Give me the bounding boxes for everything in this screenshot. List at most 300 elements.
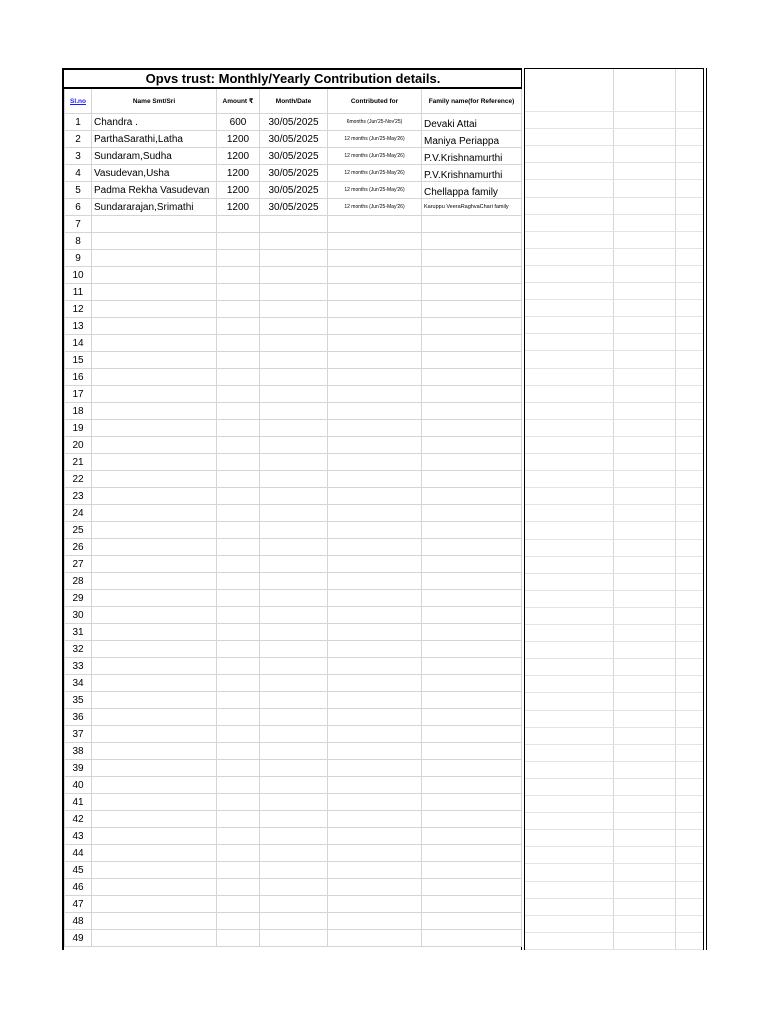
- table-row: [65, 896, 522, 913]
- empty-cell[interactable]: [217, 216, 260, 233]
- empty-cell[interactable]: [260, 216, 328, 233]
- empty-cell[interactable]: [92, 777, 217, 794]
- empty-cell[interactable]: [260, 386, 328, 403]
- empty-cell[interactable]: [422, 233, 522, 250]
- row-number[interactable]: 37: [65, 726, 92, 743]
- empty-cell[interactable]: [92, 250, 217, 267]
- empty-cell[interactable]: [217, 318, 260, 335]
- empty-cell[interactable]: [92, 862, 217, 879]
- table-row: [65, 811, 522, 828]
- row-number[interactable]: 1: [65, 114, 92, 131]
- empty-cell[interactable]: [422, 590, 522, 607]
- row-number[interactable]: 11: [65, 284, 92, 301]
- empty-cell[interactable]: [217, 743, 260, 760]
- row-number[interactable]: 38: [65, 743, 92, 760]
- empty-cell[interactable]: [260, 471, 328, 488]
- empty-cell[interactable]: [92, 471, 217, 488]
- empty-cell[interactable]: [422, 454, 522, 471]
- row-number[interactable]: 9: [65, 250, 92, 267]
- empty-cell[interactable]: [422, 267, 522, 284]
- empty-cell[interactable]: [328, 352, 422, 369]
- empty-cell[interactable]: [328, 811, 422, 828]
- empty-cell[interactable]: [217, 488, 260, 505]
- header-sl-no[interactable]: Sl.no: [65, 88, 92, 114]
- empty-cell[interactable]: [328, 573, 422, 590]
- empty-cell[interactable]: [260, 811, 328, 828]
- row-number[interactable]: 3: [65, 148, 92, 165]
- empty-cell[interactable]: [422, 845, 522, 862]
- contributor-name[interactable]: Chandra .: [92, 114, 217, 131]
- row-number[interactable]: 40: [65, 777, 92, 794]
- amount[interactable]: 1200: [217, 199, 260, 216]
- empty-cell[interactable]: [260, 862, 328, 879]
- empty-cell[interactable]: [328, 607, 422, 624]
- empty-cell[interactable]: [422, 913, 522, 930]
- row-number[interactable]: 19: [65, 420, 92, 437]
- empty-cell[interactable]: [217, 760, 260, 777]
- empty-cell[interactable]: [422, 301, 522, 318]
- empty-cell[interactable]: [260, 403, 328, 420]
- empty-cell[interactable]: [422, 930, 522, 947]
- empty-cell[interactable]: [217, 471, 260, 488]
- month-date[interactable]: 30/05/2025: [260, 148, 328, 165]
- empty-cell[interactable]: [92, 386, 217, 403]
- empty-cell[interactable]: [422, 556, 522, 573]
- empty-cell[interactable]: [422, 709, 522, 726]
- empty-cell[interactable]: [422, 862, 522, 879]
- empty-cell[interactable]: [217, 267, 260, 284]
- empty-cell[interactable]: [328, 437, 422, 454]
- row-number[interactable]: 41: [65, 794, 92, 811]
- empty-cell[interactable]: [328, 539, 422, 556]
- empty-cell[interactable]: [422, 216, 522, 233]
- empty-cell[interactable]: [328, 386, 422, 403]
- amount[interactable]: 1200: [217, 148, 260, 165]
- contributed-for[interactable]: 12 months (Jun'25-May'26): [328, 148, 422, 165]
- row-number[interactable]: 48: [65, 913, 92, 930]
- empty-cell[interactable]: [217, 726, 260, 743]
- family-name[interactable]: Devaki Attai: [422, 114, 522, 131]
- empty-cell[interactable]: [422, 811, 522, 828]
- row-number[interactable]: 13: [65, 318, 92, 335]
- empty-cell[interactable]: [422, 896, 522, 913]
- empty-cell[interactable]: [328, 760, 422, 777]
- empty-cell[interactable]: [260, 488, 328, 505]
- empty-cell[interactable]: [422, 624, 522, 641]
- empty-cell[interactable]: [328, 471, 422, 488]
- empty-cell[interactable]: [328, 777, 422, 794]
- row-number[interactable]: 16: [65, 369, 92, 386]
- row-number[interactable]: 5: [65, 182, 92, 199]
- contributed-for[interactable]: 12 months (Jun'25-May'26): [328, 131, 422, 148]
- empty-cell[interactable]: [217, 879, 260, 896]
- empty-cell[interactable]: [92, 760, 217, 777]
- empty-cell[interactable]: [217, 403, 260, 420]
- empty-cell[interactable]: [92, 539, 217, 556]
- empty-cell[interactable]: [92, 794, 217, 811]
- empty-cell[interactable]: [92, 624, 217, 641]
- empty-cell[interactable]: [217, 675, 260, 692]
- empty-cell[interactable]: [260, 709, 328, 726]
- empty-cell[interactable]: [92, 369, 217, 386]
- empty-cell[interactable]: [422, 471, 522, 488]
- row-number[interactable]: 21: [65, 454, 92, 471]
- empty-cell[interactable]: [217, 573, 260, 590]
- row-number[interactable]: 43: [65, 828, 92, 845]
- empty-cell[interactable]: [217, 607, 260, 624]
- empty-cell[interactable]: [328, 930, 422, 947]
- empty-cell[interactable]: [217, 539, 260, 556]
- empty-cell[interactable]: [422, 573, 522, 590]
- empty-cell[interactable]: [422, 352, 522, 369]
- empty-cell[interactable]: [217, 794, 260, 811]
- empty-cell[interactable]: [422, 607, 522, 624]
- row-number[interactable]: 44: [65, 845, 92, 862]
- empty-cell[interactable]: [92, 437, 217, 454]
- row-number[interactable]: 26: [65, 539, 92, 556]
- empty-cell[interactable]: [92, 505, 217, 522]
- empty-cell[interactable]: [260, 454, 328, 471]
- row-number[interactable]: 25: [65, 522, 92, 539]
- row-number[interactable]: 33: [65, 658, 92, 675]
- empty-cell[interactable]: [422, 403, 522, 420]
- month-date[interactable]: 30/05/2025: [260, 131, 328, 148]
- row-number[interactable]: 27: [65, 556, 92, 573]
- row-number[interactable]: 23: [65, 488, 92, 505]
- empty-cell[interactable]: [217, 692, 260, 709]
- empty-cell[interactable]: [260, 692, 328, 709]
- row-number[interactable]: 31: [65, 624, 92, 641]
- grid-row-line: [525, 282, 703, 283]
- empty-cell[interactable]: [260, 607, 328, 624]
- row-number[interactable]: 20: [65, 437, 92, 454]
- empty-cell[interactable]: [92, 454, 217, 471]
- empty-cell[interactable]: [92, 930, 217, 947]
- empty-cell[interactable]: [217, 301, 260, 318]
- row-number[interactable]: 28: [65, 573, 92, 590]
- empty-cell[interactable]: [92, 828, 217, 845]
- contributed-for[interactable]: 12 months (Jun'25-May'26): [328, 199, 422, 216]
- row-number[interactable]: 4: [65, 165, 92, 182]
- empty-cell[interactable]: [260, 675, 328, 692]
- empty-cell[interactable]: [328, 505, 422, 522]
- empty-cell[interactable]: [92, 896, 217, 913]
- contributed-for[interactable]: 12 months (Jun'25-May'26): [328, 165, 422, 182]
- empty-cell[interactable]: [217, 505, 260, 522]
- empty-cell[interactable]: [217, 845, 260, 862]
- empty-cell[interactable]: [260, 352, 328, 369]
- empty-cell[interactable]: [260, 233, 328, 250]
- empty-cell[interactable]: [422, 760, 522, 777]
- row-number[interactable]: 6: [65, 199, 92, 216]
- empty-cell[interactable]: [422, 522, 522, 539]
- empty-cell[interactable]: [92, 335, 217, 352]
- row-number[interactable]: 2: [65, 131, 92, 148]
- empty-cell[interactable]: [422, 743, 522, 760]
- empty-cell[interactable]: [422, 794, 522, 811]
- row-number[interactable]: 24: [65, 505, 92, 522]
- empty-cell[interactable]: [217, 369, 260, 386]
- month-date[interactable]: 30/05/2025: [260, 182, 328, 199]
- row-number[interactable]: 42: [65, 811, 92, 828]
- row-number[interactable]: 49: [65, 930, 92, 947]
- amount[interactable]: 1200: [217, 165, 260, 182]
- empty-cell[interactable]: [260, 556, 328, 573]
- row-number[interactable]: 12: [65, 301, 92, 318]
- empty-cell[interactable]: [260, 743, 328, 760]
- empty-cell[interactable]: [422, 658, 522, 675]
- contributor-name[interactable]: Sundaram,Sudha: [92, 148, 217, 165]
- row-number[interactable]: 14: [65, 335, 92, 352]
- empty-cell[interactable]: [217, 624, 260, 641]
- contributor-name[interactable]: Padma Rekha Vasudevan: [92, 182, 217, 199]
- empty-cell[interactable]: [422, 420, 522, 437]
- empty-cell[interactable]: [328, 335, 422, 352]
- contributed-for[interactable]: 6months (Jun'25-Nov'25): [328, 114, 422, 131]
- empty-cell[interactable]: [328, 590, 422, 607]
- empty-cell[interactable]: [92, 488, 217, 505]
- empty-cell[interactable]: [260, 879, 328, 896]
- empty-cell[interactable]: [328, 318, 422, 335]
- row-number[interactable]: 45: [65, 862, 92, 879]
- empty-cell[interactable]: [260, 845, 328, 862]
- empty-cell[interactable]: [422, 675, 522, 692]
- empty-cell[interactable]: [217, 913, 260, 930]
- empty-cell[interactable]: [260, 624, 328, 641]
- row-number[interactable]: 47: [65, 896, 92, 913]
- empty-cell[interactable]: [217, 437, 260, 454]
- empty-cell[interactable]: [328, 216, 422, 233]
- empty-cell[interactable]: [217, 709, 260, 726]
- family-name[interactable]: Maniya Periappa: [422, 131, 522, 148]
- empty-cell[interactable]: [217, 335, 260, 352]
- empty-cell[interactable]: [260, 267, 328, 284]
- empty-cell[interactable]: [328, 454, 422, 471]
- empty-cell[interactable]: [260, 930, 328, 947]
- empty-cell[interactable]: [260, 658, 328, 675]
- empty-cell[interactable]: [328, 658, 422, 675]
- empty-cell[interactable]: [92, 403, 217, 420]
- empty-cell[interactable]: [260, 505, 328, 522]
- month-date[interactable]: 30/05/2025: [260, 165, 328, 182]
- empty-cell[interactable]: [260, 913, 328, 930]
- empty-cell[interactable]: [422, 335, 522, 352]
- empty-cell[interactable]: [422, 250, 522, 267]
- empty-cell[interactable]: [328, 284, 422, 301]
- empty-cell[interactable]: [260, 284, 328, 301]
- empty-cell[interactable]: [260, 896, 328, 913]
- empty-cell[interactable]: [328, 913, 422, 930]
- empty-cell[interactable]: [328, 488, 422, 505]
- empty-cell[interactable]: [328, 709, 422, 726]
- empty-cell[interactable]: [92, 284, 217, 301]
- empty-cell[interactable]: [260, 250, 328, 267]
- row-number[interactable]: 22: [65, 471, 92, 488]
- empty-cell[interactable]: [422, 437, 522, 454]
- empty-cell[interactable]: [260, 318, 328, 335]
- empty-cell[interactable]: [328, 896, 422, 913]
- empty-cell[interactable]: [92, 522, 217, 539]
- empty-cell[interactable]: [92, 590, 217, 607]
- empty-cell[interactable]: [217, 641, 260, 658]
- empty-cell[interactable]: [260, 794, 328, 811]
- empty-cell[interactable]: [328, 828, 422, 845]
- empty-cell[interactable]: [422, 318, 522, 335]
- empty-cell[interactable]: [92, 267, 217, 284]
- empty-cell[interactable]: [260, 522, 328, 539]
- row-number[interactable]: 7: [65, 216, 92, 233]
- empty-cell[interactable]: [422, 726, 522, 743]
- empty-cell[interactable]: [92, 845, 217, 862]
- amount[interactable]: 1200: [217, 182, 260, 199]
- row-number[interactable]: 32: [65, 641, 92, 658]
- empty-cell[interactable]: [328, 403, 422, 420]
- empty-cell[interactable]: [92, 641, 217, 658]
- empty-cell[interactable]: [328, 233, 422, 250]
- table-row: [65, 114, 522, 131]
- empty-cell[interactable]: [422, 828, 522, 845]
- empty-cell[interactable]: [92, 420, 217, 437]
- empty-cell[interactable]: [217, 556, 260, 573]
- empty-cell[interactable]: [92, 607, 217, 624]
- contributor-name[interactable]: Sundararajan,Srimathi: [92, 199, 217, 216]
- empty-cell[interactable]: [260, 573, 328, 590]
- empty-cell[interactable]: [217, 777, 260, 794]
- empty-cell[interactable]: [92, 658, 217, 675]
- row-number[interactable]: 18: [65, 403, 92, 420]
- empty-cell[interactable]: [217, 233, 260, 250]
- empty-cell[interactable]: [422, 641, 522, 658]
- empty-cell[interactable]: [217, 522, 260, 539]
- empty-cell[interactable]: [217, 420, 260, 437]
- empty-cell[interactable]: [328, 641, 422, 658]
- amount[interactable]: 1200: [217, 131, 260, 148]
- empty-cell[interactable]: [328, 879, 422, 896]
- month-date[interactable]: 30/05/2025: [260, 199, 328, 216]
- empty-cell[interactable]: [328, 301, 422, 318]
- empty-cell[interactable]: [260, 777, 328, 794]
- month-date[interactable]: 30/05/2025: [260, 114, 328, 131]
- empty-cell[interactable]: [217, 284, 260, 301]
- empty-cell[interactable]: [328, 556, 422, 573]
- row-number[interactable]: 34: [65, 675, 92, 692]
- empty-cell[interactable]: [422, 539, 522, 556]
- empty-cell[interactable]: [217, 896, 260, 913]
- empty-cell[interactable]: [328, 794, 422, 811]
- empty-cell[interactable]: [217, 862, 260, 879]
- empty-cell[interactable]: [328, 267, 422, 284]
- row-number[interactable]: 15: [65, 352, 92, 369]
- amount[interactable]: 600: [217, 114, 260, 131]
- empty-cell[interactable]: [422, 692, 522, 709]
- row-number[interactable]: 17: [65, 386, 92, 403]
- empty-cell[interactable]: [92, 913, 217, 930]
- empty-cell[interactable]: [92, 726, 217, 743]
- family-name[interactable]: Karuppu VeeraRaghvaChari family: [422, 199, 522, 216]
- empty-cell[interactable]: [422, 284, 522, 301]
- empty-cell[interactable]: [328, 726, 422, 743]
- empty-cell[interactable]: [260, 437, 328, 454]
- empty-cell[interactable]: [422, 879, 522, 896]
- empty-cell[interactable]: [422, 386, 522, 403]
- empty-cell[interactable]: [92, 743, 217, 760]
- empty-cell[interactable]: [217, 930, 260, 947]
- empty-cell[interactable]: [328, 743, 422, 760]
- empty-cell[interactable]: [422, 369, 522, 386]
- empty-cell[interactable]: [328, 692, 422, 709]
- contributor-name[interactable]: ParthaSarathi,Latha: [92, 131, 217, 148]
- empty-cell[interactable]: [92, 318, 217, 335]
- empty-cell[interactable]: [92, 301, 217, 318]
- empty-cell[interactable]: [328, 845, 422, 862]
- empty-cell[interactable]: [328, 624, 422, 641]
- family-name[interactable]: Chellappa family: [422, 182, 522, 199]
- empty-cell[interactable]: [217, 352, 260, 369]
- empty-cell[interactable]: [328, 862, 422, 879]
- empty-cell[interactable]: [92, 233, 217, 250]
- empty-cell[interactable]: [260, 420, 328, 437]
- empty-cell[interactable]: [92, 573, 217, 590]
- empty-cell[interactable]: [422, 777, 522, 794]
- row-number[interactable]: 8: [65, 233, 92, 250]
- empty-cell[interactable]: [92, 675, 217, 692]
- empty-cell[interactable]: [422, 505, 522, 522]
- empty-cell[interactable]: [217, 250, 260, 267]
- empty-cell[interactable]: [260, 539, 328, 556]
- empty-cell[interactable]: [92, 709, 217, 726]
- empty-cell[interactable]: [217, 811, 260, 828]
- empty-cell[interactable]: [328, 369, 422, 386]
- family-name[interactable]: P.V.Krishnamurthi: [422, 148, 522, 165]
- empty-cell[interactable]: [328, 420, 422, 437]
- empty-cell[interactable]: [260, 335, 328, 352]
- empty-cell[interactable]: [260, 760, 328, 777]
- row-number[interactable]: 36: [65, 709, 92, 726]
- empty-cell[interactable]: [217, 454, 260, 471]
- empty-cell[interactable]: [260, 369, 328, 386]
- row-number[interactable]: 10: [65, 267, 92, 284]
- empty-cell[interactable]: [260, 641, 328, 658]
- empty-cell[interactable]: [328, 522, 422, 539]
- grid-row-line: [525, 727, 703, 728]
- empty-cell[interactable]: [217, 658, 260, 675]
- empty-cell[interactable]: [217, 386, 260, 403]
- contributed-for[interactable]: 12 months (Jun'25-May'26): [328, 182, 422, 199]
- row-number[interactable]: 35: [65, 692, 92, 709]
- row-number[interactable]: 39: [65, 760, 92, 777]
- empty-cell[interactable]: [260, 301, 328, 318]
- family-name[interactable]: P.V.Krishnamurthi: [422, 165, 522, 182]
- empty-cell[interactable]: [92, 352, 217, 369]
- empty-cell[interactable]: [92, 216, 217, 233]
- empty-cell[interactable]: [260, 726, 328, 743]
- empty-cell[interactable]: [92, 556, 217, 573]
- empty-cell[interactable]: [217, 828, 260, 845]
- empty-cell[interactable]: [328, 675, 422, 692]
- empty-cell[interactable]: [422, 488, 522, 505]
- contributor-name[interactable]: Vasudevan,Usha: [92, 165, 217, 182]
- empty-cell[interactable]: [92, 811, 217, 828]
- empty-cell[interactable]: [217, 590, 260, 607]
- empty-cell[interactable]: [92, 879, 217, 896]
- empty-cell[interactable]: [260, 590, 328, 607]
- row-number[interactable]: 46: [65, 879, 92, 896]
- row-number[interactable]: 29: [65, 590, 92, 607]
- row-number[interactable]: 30: [65, 607, 92, 624]
- empty-cell[interactable]: [328, 250, 422, 267]
- empty-cell[interactable]: [92, 692, 217, 709]
- empty-cell[interactable]: [260, 828, 328, 845]
